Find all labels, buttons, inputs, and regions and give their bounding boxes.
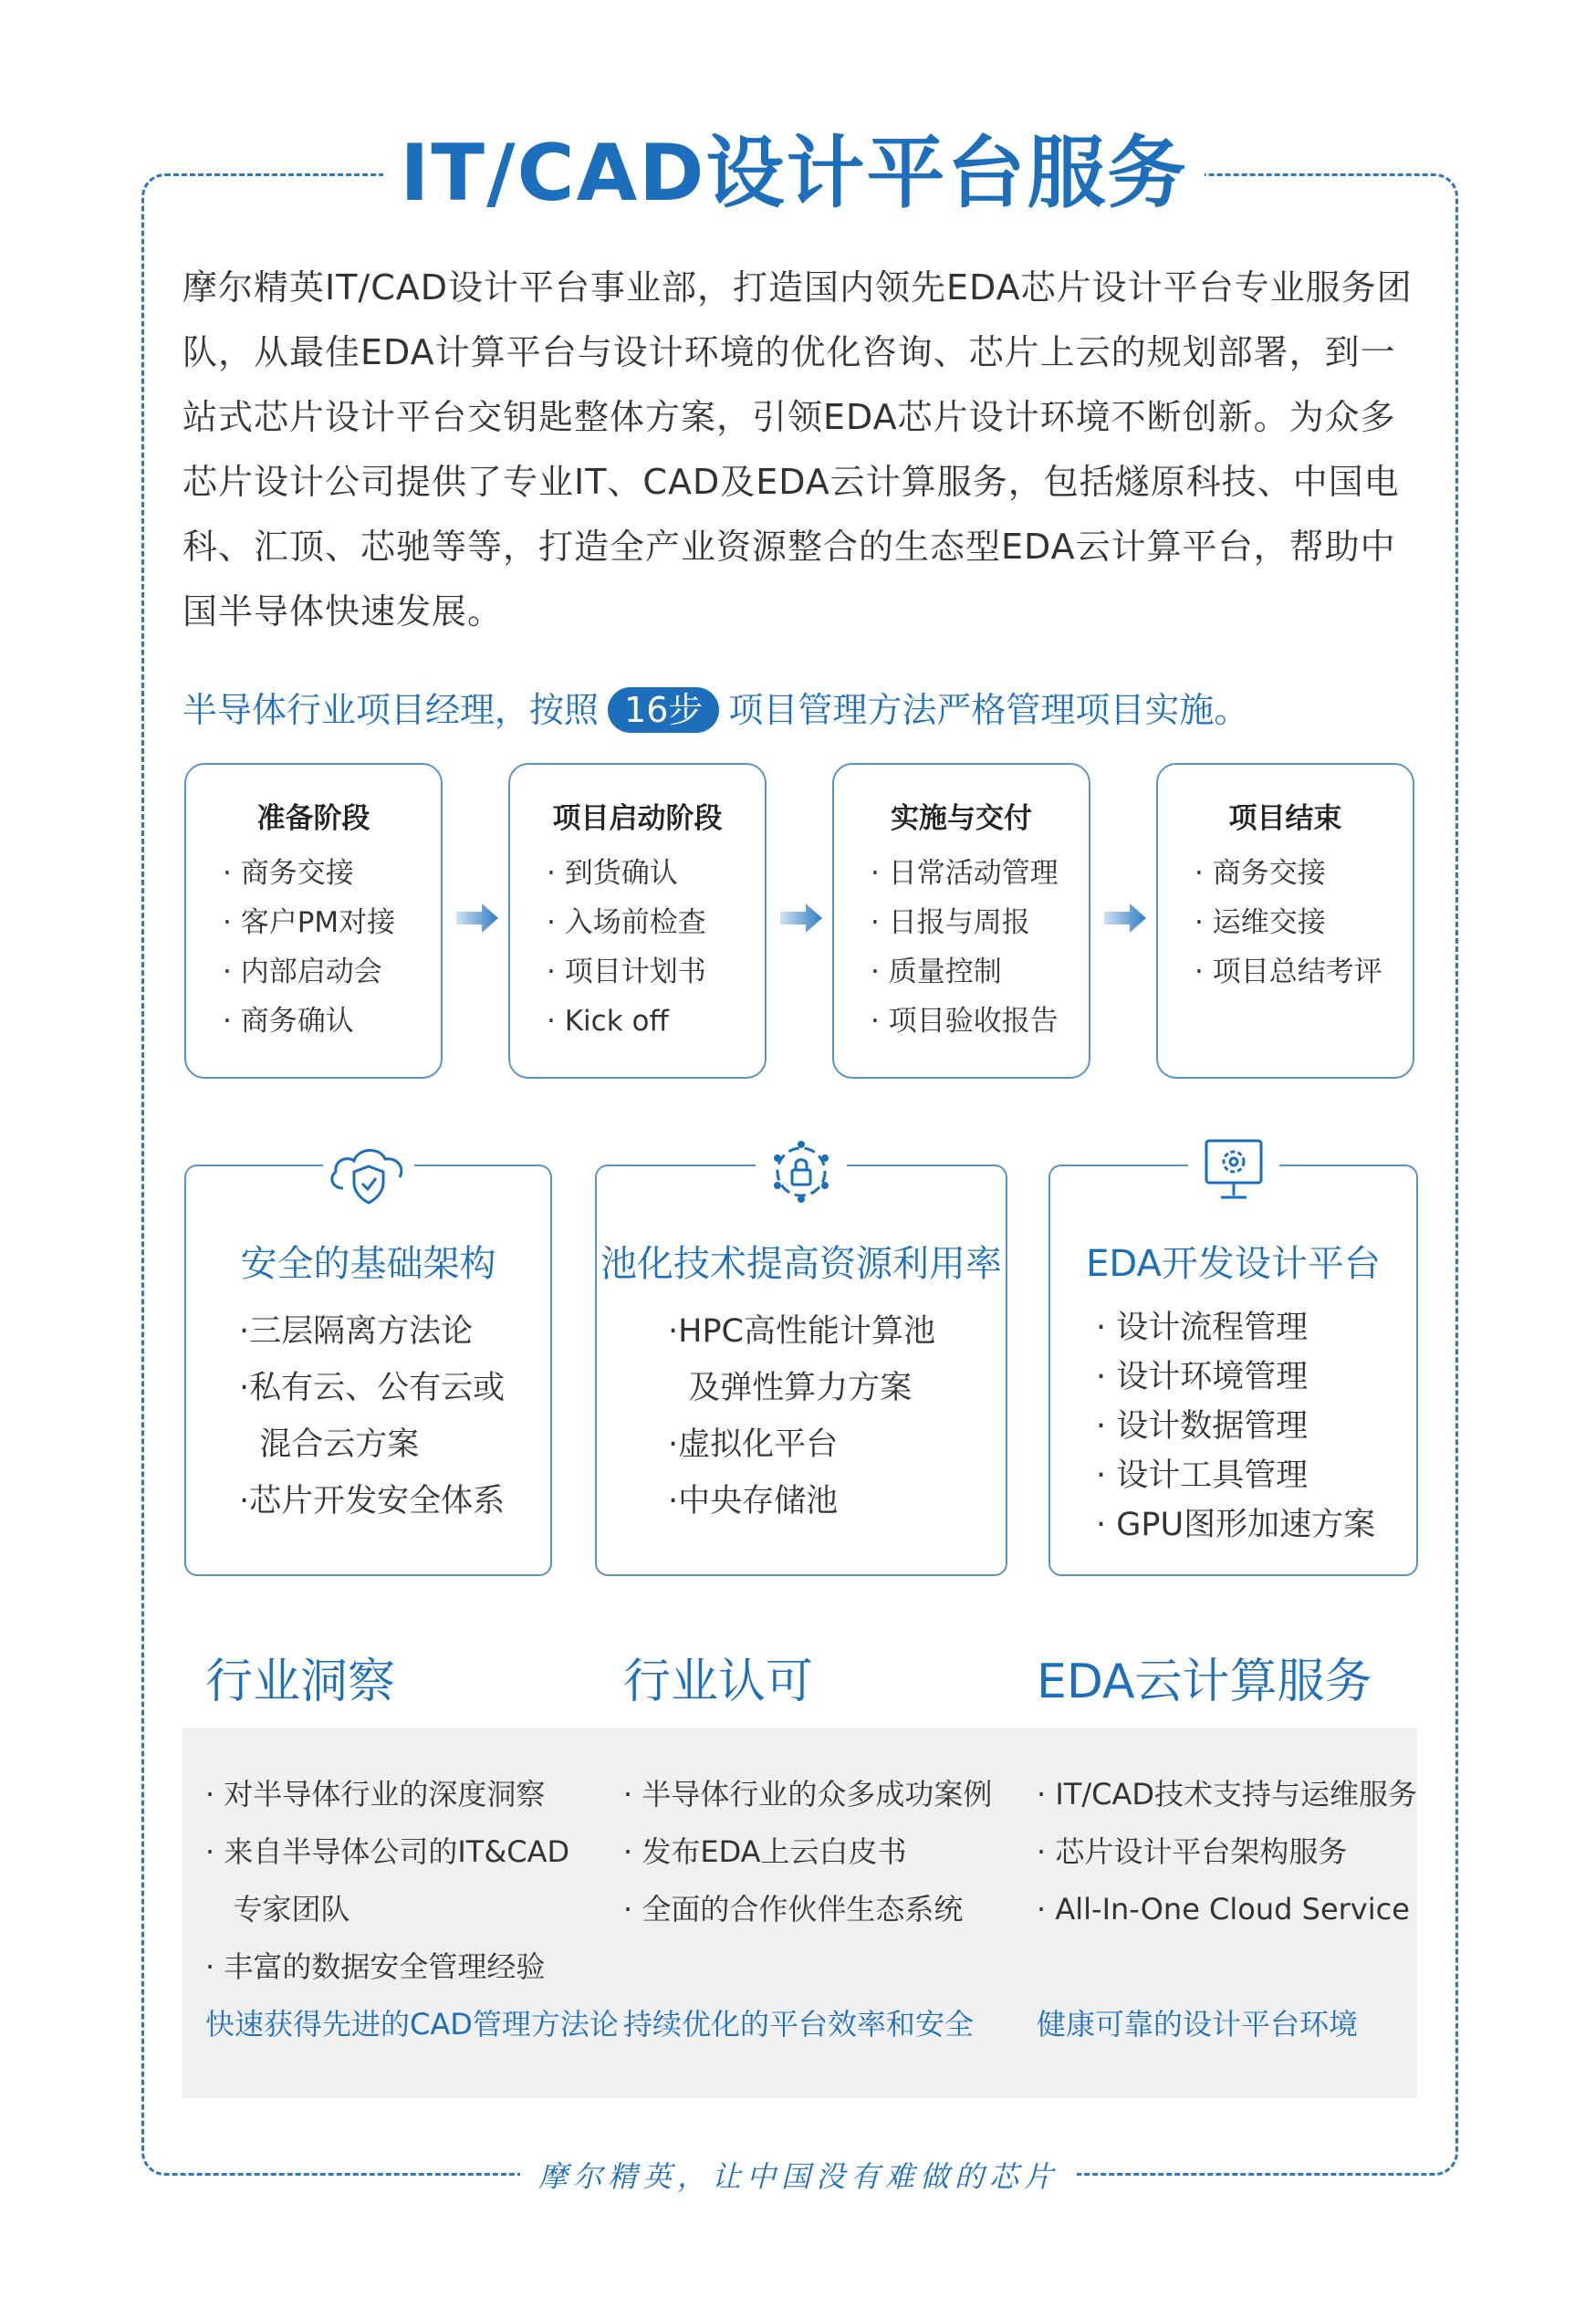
section-item: · 半导体行业的众多成功案例 [623, 1777, 993, 1812]
feature-item: · GPU图形加速方案 [1096, 1507, 1376, 1543]
stage-item: · 项目计划书 [547, 947, 706, 997]
page-title: IT/CAD设计平台服务 [383, 123, 1205, 224]
stage-item: · 商务交接 [1194, 849, 1382, 898]
intro-paragraph: 摩尔精英IT/CAD设计平台事业部，打造国内领先EDA芯片设计平台专业服务团队，从最佳EDA计算平台与设计环境的优化咨询、芯片上云的规划部署，到一站式芯片设计平台交钥匙整体方案，引领EDA芯片设计环境不断创新。为众多芯片设计公司提供了专业IT、CAD及EDA云计算服务，包括燧原科技、中国电科、汇顶、芯驰等等，打造全产业资源整合的生态型EDA云计算平台，帮助中国半导体快速发展。 [183, 267, 1413, 632]
stage-item: · 内部启动会 [223, 947, 395, 997]
feature-item: · 设计数据管理 [1096, 1408, 1309, 1445]
section-item: · 丰富的数据安全管理经验 [205, 1949, 546, 1984]
feature-title: EDA开发设计平台 [1086, 1243, 1381, 1285]
stage-item: · 商务确认 [223, 997, 395, 1046]
cloud-shield-icon [323, 1135, 414, 1208]
feature-item: ·私有云、公有云或 [239, 1370, 506, 1406]
stage-item: · 项目验收报告 [871, 997, 1059, 1046]
section-item: · 发布EDA上云白皮书 [623, 1834, 907, 1869]
section-list-recognition [623, 1766, 992, 1938]
pm-text-before: 半导体行业项目经理，按照 [183, 690, 600, 730]
feature-card-pooling [595, 1164, 1007, 1576]
section-title-insight: 行业洞察 [205, 1655, 396, 1709]
section-item: · 来自半导体公司的IT&CAD [205, 1834, 570, 1869]
arrow-right-icon [1104, 902, 1148, 935]
stage-item: · 项目总结考评 [1194, 947, 1382, 997]
stage-item: · Kick off [547, 997, 706, 1046]
feature-item: ·中央存储池 [668, 1483, 839, 1520]
stage-item: · 日常活动管理 [871, 849, 1059, 898]
feature-item: ·HPC高性能计算池 [668, 1313, 935, 1350]
stage-item: · 到货确认 [547, 849, 706, 898]
section-list-cloud-service [1037, 1766, 1417, 1938]
stage-title: 项目结束 [1228, 802, 1342, 835]
feature-item: 混合云方案 [239, 1426, 420, 1463]
section-highlight: 持续优化的平台效率和安全 [623, 2007, 975, 2042]
lock-network-icon [756, 1135, 847, 1208]
pm-statement [183, 683, 1248, 737]
feature-card-security [184, 1164, 552, 1576]
stage-item: · 运维交接 [1194, 898, 1382, 947]
section-item: · All-In-One Cloud Service [1037, 1892, 1410, 1927]
stage-card-kickoff [508, 763, 767, 1079]
section-highlight: 健康可靠的设计平台环境 [1037, 2007, 1359, 2042]
stage-title: 项目启动阶段 [552, 802, 723, 835]
arrow-right-icon [780, 902, 824, 935]
feature-item: ·芯片开发安全体系 [239, 1483, 506, 1520]
arrow-right-icon [456, 902, 500, 935]
section-title-recognition: 行业认可 [623, 1655, 814, 1709]
stage-card-prepare [184, 763, 443, 1079]
feature-item: · 设计工具管理 [1096, 1457, 1309, 1494]
stage-title: 实施与交付 [891, 802, 1032, 835]
section-item: · 全面的合作伙伴生态系统 [623, 1892, 964, 1927]
stage-card-delivery [832, 763, 1090, 1079]
section-item: · IT/CAD技术支持与运维服务 [1037, 1777, 1417, 1812]
feature-item: · 设计环境管理 [1096, 1359, 1309, 1395]
section-title-cloud-service: EDA云计算服务 [1037, 1655, 1372, 1709]
gear-monitor-icon [1188, 1135, 1279, 1208]
stage-item: · 日报与周报 [871, 898, 1059, 947]
section-highlight: 快速获得先进的CAD管理方法论 [205, 2007, 619, 2042]
section-list-insight [205, 1766, 569, 1996]
feature-item: 及弹性算力方案 [668, 1370, 913, 1406]
steps-badge: 16步 [608, 687, 719, 733]
feature-title: 池化技术提高资源利用率 [600, 1243, 1002, 1285]
feature-card-eda-platform [1048, 1164, 1418, 1576]
pm-text-after: 项目管理方法严格管理项目实施。 [728, 690, 1249, 730]
feature-item: ·虚拟化平台 [668, 1426, 839, 1463]
footer-slogan: 摩尔精英，让中国没有难做的芯片 [520, 2154, 1077, 2199]
stage-card-closing [1156, 763, 1414, 1079]
section-item: · 对半导体行业的深度洞察 [205, 1777, 546, 1812]
feature-title: 安全的基础架构 [240, 1243, 496, 1285]
feature-item: ·三层隔离方法论 [239, 1313, 474, 1350]
section-item: · 芯片设计平台架构服务 [1037, 1834, 1348, 1869]
stage-item: · 入场前检查 [547, 898, 706, 947]
stage-item: · 质量控制 [871, 947, 1059, 997]
stage-item: · 商务交接 [223, 849, 395, 898]
feature-item: · 设计流程管理 [1096, 1310, 1309, 1346]
stage-title: 准备阶段 [256, 802, 370, 835]
stage-item: · 客户PM对接 [223, 898, 395, 947]
section-item: 专家团队 [205, 1892, 350, 1927]
